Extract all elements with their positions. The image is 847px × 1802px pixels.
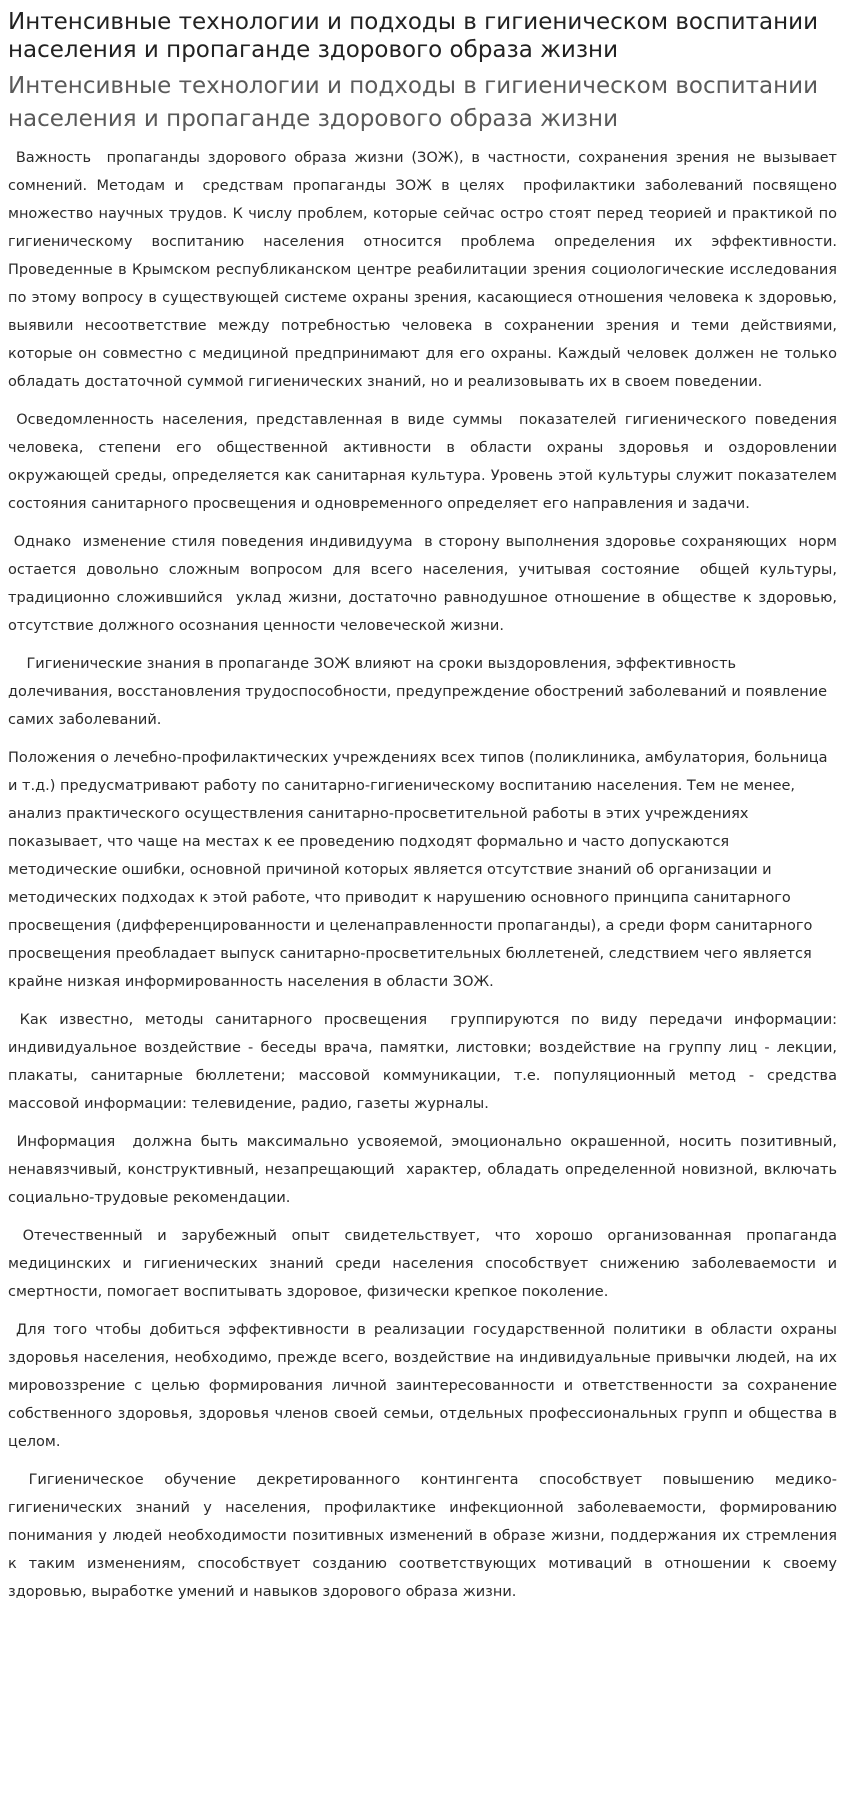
article-paragraph: Информация должна быть максимально усвояемой, эмоционально окрашенной, носить позитивный, ненавязчивый, конструктивный, незапрещающий характер, обладать определенной новизной, включать социально-трудовые рекомендации.	[8, 1134, 842, 1206]
article-paragraph: Положения о лечебно-профилактических учреждениях всех типов (поликлиника, амбулатория, больница и т.д.) предусматривают работу по санитарно-гигиеническому воспитанию населения. Тем не менее, анализ практического осуществления санитарно-просветительной работы в этих учреждениях показывает, что чаще на местах к ее проведению подходят формально и часто допускаются методические ошибки, основной причиной которых является отсутствие знаний об организации и методических подходах к этой работе, что приводит к нарушению основного принципа санитарного просвещения (дифференцированности и целенаправленности пропаганды), а среди форм санитарного просвещения преобладает выпуск санитарно-просветительных бюллетеней, следствием чего является крайне низкая информированность населения в области ЗОЖ.	[8, 750, 833, 990]
article-title: Интенсивные технологии и подходы в гигиеническом воспитании населения и пропаганде здорового образа жизни	[8, 73, 819, 132]
article-paragraph: Осведомленность населения, представленная в виде суммы показателей гигиенического поведения человека, степени его общественной активности в области охраны здоровья и оздоровлении окружающей среды, определяется как санитарная культура. Уровень этой культуры служит показателем состояния санитарного просвещения и одновременного определяет его направления и задачи.	[8, 412, 842, 512]
page-heading: Интенсивные технологии и подходы в гигиеническом воспитании населения и пропаганде здорового образа жизни	[8, 9, 819, 63]
article-paragraph: Отечественный и зарубежный опыт свидетельствует, что хорошо организованная пропаганда медицинских и гигиенических знаний среди населения способствует снижению заболеваемости и смертности, помогает воспитывать здоровое, физически крепкое поколение.	[8, 1228, 842, 1300]
article-paragraph: Как известно, методы санитарного просвещения группируются по виду передачи информации: индивидуальное воздействие - беседы врача, памятки, листовки; воздействие на группу лиц - лекции, плакаты, санитарные бюллетени; массовой коммуникации, т.е. популяционный метод - средства массовой информации: телевидение, радио, газеты журналы.	[8, 1012, 842, 1112]
article	[8, 70, 842, 1606]
article-body	[8, 144, 842, 1606]
article-paragraph: Гигиенические знания в пропаганде ЗОЖ влияют на сроки выздоровления, эффективность долечивания, восстановления трудоспособности, предупреждение обострений заболеваний и появление самих заболеваний.	[8, 656, 832, 728]
article-paragraph: Однако изменение стиля поведения индивидуума в сторону выполнения здоровье сохраняющих норм остается довольно сложным вопросом для всего населения, учитывая состояние общей культуры, традиционно сложившийся уклад жизни, достаточно равнодушное отношение в обществе к здоровью, отсутствие должного осознания ценности человеческой жизни.	[8, 534, 842, 634]
article-paragraph: Для того чтобы добиться эффективности в реализации государственной политики в области охраны здоровья населения, необходимо, прежде всего, воздействие на индивидуальные привычки людей, на их мировоззрение с целью формирования личной заинтересованности и ответственности за сохранение собственного здоровья, здоровья членов своей семьи, отдельных профессиональных групп и общества в целом.	[8, 1322, 842, 1450]
article-paragraph: Важность пропаганды здорового образа жизни (ЗОЖ), в частности, сохранения зрения не вызывает сомнений. Методам и средствам пропаганды ЗОЖ в целях профилактики заболеваний посвящено множество научных трудов. К числу проблем, которые сейчас остро стоят перед теорией и практикой по гигиеническому воспитанию населения относится проблема определения их эффективности. Проведенные в Крымском республиканском центре реабилитации зрения социологические исследования по этому вопросу в существующей системе охраны зрения, касающиеся отношения человека к здоровью, выявили несоответствие между потребностью человека в сохранении зрения и теми действиями, которые он совместно с медициной предпринимают для его охраны. Каждый человек должен не только обладать достаточной суммой гигиенических знаний, но и реализовывать их в своем поведении.	[8, 150, 842, 390]
article-paragraph: Гигиеническое обучение декретированного контингента способствует повышению медико-гигиенических знаний у населения, профилактике инфекционной заболеваемости, формированию понимания у людей необходимости позитивных изменений в образе жизни, поддержания их стремления к таким изменениям, способствует созданию соответствующих мотиваций в отношении к своему здоровью, выработке умений и навыков здорового образа жизни.	[8, 1472, 842, 1600]
